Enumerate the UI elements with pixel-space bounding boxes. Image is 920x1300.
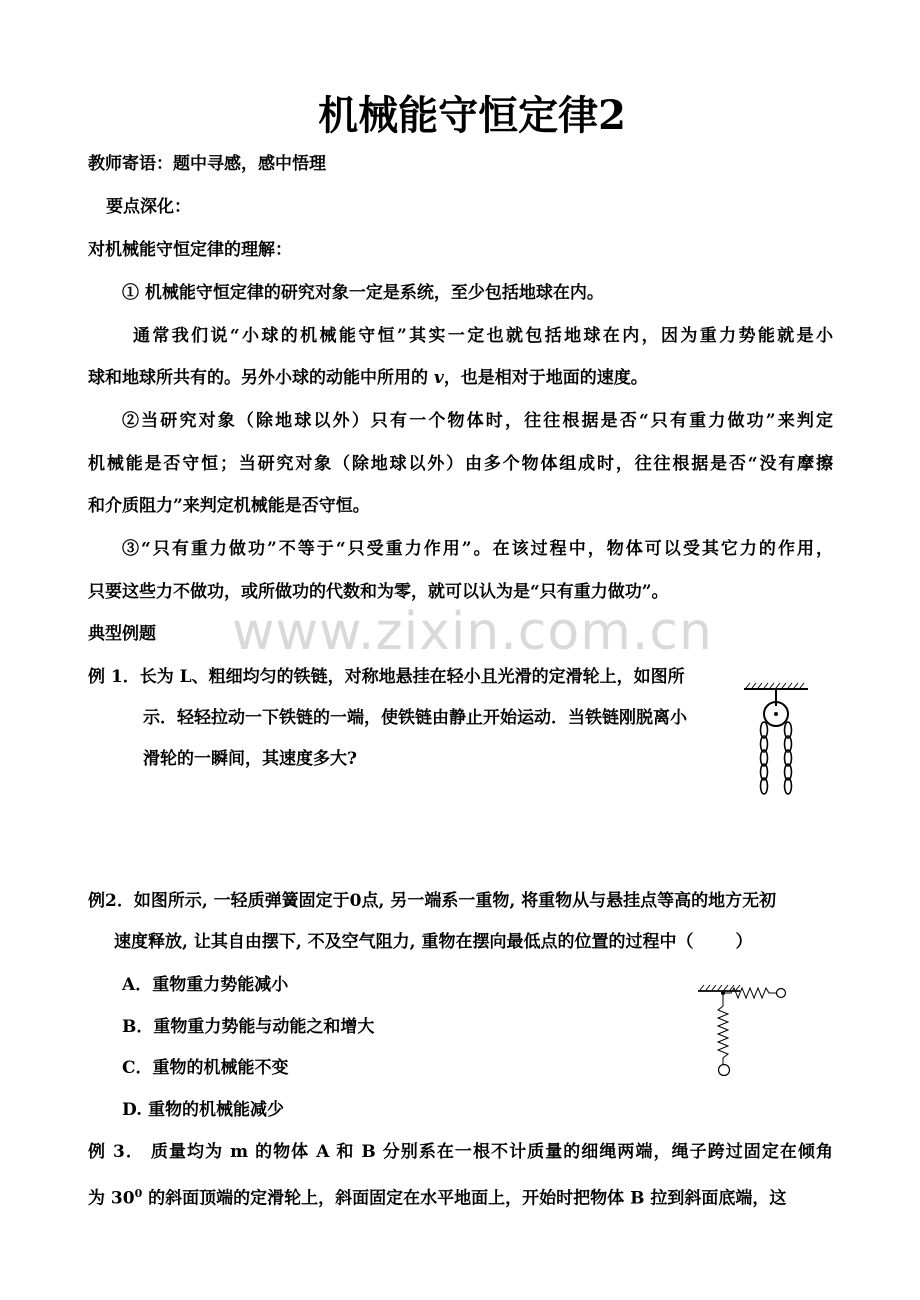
understanding-heading: 对机械能守恒定律的理解： [88,240,292,260]
point-1-detail-line-2 [88,366,648,390]
example-1-line-1: 例 1．长为 L、粗细均匀的铁链，对称地悬挂在轻小且光滑的定滑轮上，如图所 [88,667,685,687]
point-3-line-2: 只要这些力不做功，或所做功的代数和为零，就可以认为是“只有重力做功”。 [88,582,669,602]
example-2-line-2 [114,930,753,954]
watermark: www.zixin.com.cn [232,602,713,662]
velocity-variable: v [433,368,444,388]
page-title: 机械能守恒定律2 [318,92,626,139]
example-2-line-1: 例2．如图所示, 一轻质弹簧固定于0点, 另一端系一重物, 将重物从与悬挂点等高的地方无初 [88,891,777,911]
option-a: A．重物重力势能减小 [122,975,289,995]
example-3-line-2-text-a: 为 30 [88,1188,135,1209]
spring-pendulum-figure [696,984,792,1082]
option-c: C．重物的机械能不变 [122,1058,289,1078]
point-2-line-1: ②当研究对象（除地球以外）只有一个物体时，往往根据是否“只有重力做功”来判定 [122,411,833,431]
point-1-detail-text-b: ，也是相对于地面的速度。 [443,368,648,388]
pulley-chain-figure [740,682,812,806]
teacher-note: 教师寄语：题中寻感，感中悟理 [88,154,326,174]
point-1-detail-line-1: 通常我们说“小球的机械能守恒”其实一定也就包括地球在内，因为重力势能就是小 [133,326,833,346]
point-3-line-1: ③“只有重力做功”不等于“只受重力作用”。在该过程中，物体可以受其它力的作用， [122,539,833,559]
example-3-line-2 [88,1182,786,1211]
key-points-heading: 要点深化： [106,197,191,217]
point-1-detail-text-a: 球和地球所共有的。另外小球的动能中所用的 [88,368,434,388]
example-3-line-2-text-b: 的斜面顶端的定滑轮上，斜面固定在水平地面上，开始时把物体 B 拉到斜面底端，这 [142,1188,787,1209]
point-2-line-3: 和介质阻力”来判定机械能是否守恒。 [88,496,370,516]
option-d: D. 重物的机械能减少 [122,1100,284,1120]
example-3-line-1: 例 3． 质量均为 m 的物体 A 和 B 分别系在一根不计质量的细绳两端，绳子跨过固定在倾角 [88,1142,833,1162]
point-1: ① 机械能守恒定律的研究对象一定是系统，至少包括地球在内。 [122,283,604,303]
option-b: B．重物重力势能与动能之和增大 [122,1017,375,1037]
example-1-line-2: 示．轻轻拉动一下铁链的一端，使铁链由静止开始运动．当铁链刚脱离小 [143,708,687,728]
example-1-line-3: 滑轮的一瞬间，其速度多大? [143,749,357,769]
degree-superscript: 0 [134,1187,143,1200]
point-2-line-2: 机械能是否守恒；当研究对象（除地球以外）由多个物体组成时，往往根据是否“没有摩擦 [88,454,833,474]
example-2-bracket-close: ） [735,932,753,952]
examples-heading: 典型例题 [88,624,156,644]
example-2-line-2-text: 速度释放, 让其自由摆下, 不及空气阻力, 重物在摆向最低点的位置的过程中（ [114,932,694,952]
